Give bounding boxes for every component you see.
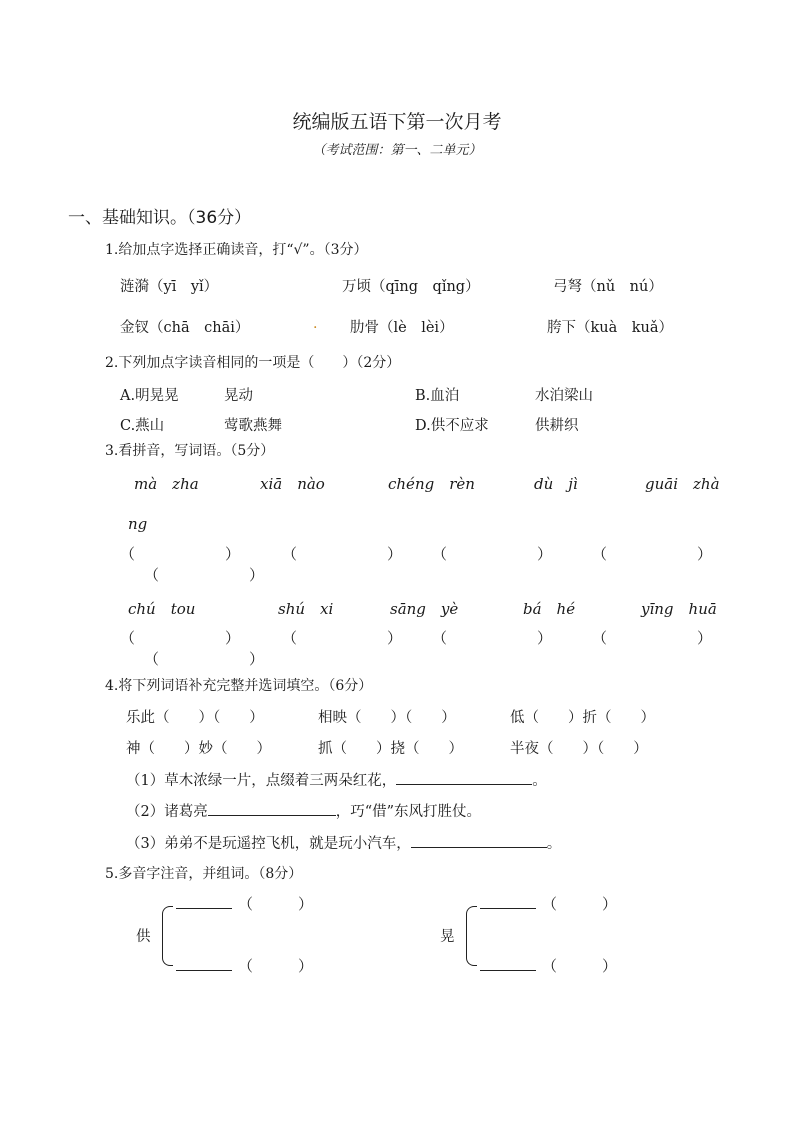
pinyin-blank[interactable]: （ ） bbox=[542, 895, 618, 913]
polyphone-char: 供 bbox=[136, 929, 151, 945]
idiom-blank[interactable]: 抓（ ）挠（ ） bbox=[318, 741, 463, 757]
sentence-text: （1）草木浓绿一片，点缀着三两朵红花， bbox=[126, 773, 397, 789]
answer-blank[interactable]: （ ） bbox=[144, 650, 265, 668]
pinyin-prompt: mà zha bbox=[134, 475, 199, 493]
question-3-prompt: 3.看拼音，写词语。（5分） bbox=[105, 443, 275, 459]
q2-option: D.供不应求 bbox=[415, 418, 489, 434]
question-2-prompt: 2.下列加点字读音相同的一项是（ ）（2分） bbox=[105, 355, 401, 371]
fill-line[interactable] bbox=[480, 893, 536, 909]
q2-option: A.明晃晃 bbox=[120, 388, 179, 404]
pinyin-wrap: ng bbox=[128, 515, 148, 533]
pinyin-blank[interactable]: （ ） bbox=[238, 895, 314, 913]
q1-item: 万顷（qīng qǐng） bbox=[342, 279, 480, 295]
fill-line[interactable] bbox=[176, 955, 232, 971]
idiom-blank[interactable]: 神（ ）妙（ ） bbox=[126, 741, 271, 757]
question-5-prompt: 5.多音字注音，并组词。（8分） bbox=[105, 866, 303, 882]
fill-line[interactable] bbox=[411, 832, 547, 848]
section-heading: 一、基础知识。（36分） bbox=[68, 208, 252, 228]
pinyin-prompt: guāi zhà bbox=[645, 475, 720, 493]
q1-item: 弓弩（nǔ nú） bbox=[553, 279, 663, 295]
question-4-prompt: 4.将下列词语补充完整并选词填空。（6分） bbox=[105, 678, 373, 694]
exam-scope: （考试范围：第一、二单元） bbox=[312, 143, 482, 158]
idiom-blank[interactable]: 半夜（ ）（ ） bbox=[510, 741, 648, 757]
exam-title: 统编版五语下第一次月考 bbox=[292, 111, 502, 133]
q2-option-word: 供耕织 bbox=[535, 418, 579, 434]
brace-bracket bbox=[162, 906, 173, 966]
sentence-end: 。 bbox=[532, 773, 547, 789]
answer-blank[interactable]: （ ） bbox=[282, 629, 403, 647]
polyphone-entry bbox=[176, 893, 313, 914]
answer-blank[interactable]: （ ） bbox=[282, 545, 403, 563]
q2-option-word: 晃动 bbox=[224, 388, 253, 404]
fill-line[interactable] bbox=[480, 955, 536, 971]
fill-sentence-2 bbox=[126, 800, 481, 821]
sentence-text: （3）弟弟不是玩遥控飞机，就是玩小汽车， bbox=[126, 836, 411, 852]
pinyin-prompt: sāng yè bbox=[390, 600, 459, 618]
answer-blank[interactable]: （ ） bbox=[592, 545, 713, 563]
q2-option-word: 莺歌燕舞 bbox=[224, 418, 282, 434]
q1-item: 肋骨（lè lèi） bbox=[350, 320, 454, 336]
pinyin-prompt: dù jì bbox=[534, 475, 578, 493]
pinyin-prompt: bá hé bbox=[523, 600, 576, 618]
idiom-blank[interactable]: 相映（ ）（ ） bbox=[318, 710, 456, 726]
q1-item: 金钗（chā chāi） bbox=[120, 320, 250, 336]
sentence-end: 。 bbox=[546, 836, 562, 852]
brace-bracket bbox=[466, 906, 477, 966]
answer-blank[interactable]: （ ） bbox=[432, 629, 553, 647]
idiom-blank[interactable]: 乐此（ ）（ ） bbox=[126, 710, 264, 726]
sentence-end: ，巧“借”东风打胜仗。 bbox=[335, 804, 482, 820]
idiom-blank[interactable]: 低（ ）折（ ） bbox=[510, 710, 655, 726]
polyphone-char: 晃 bbox=[440, 929, 455, 945]
answer-blank[interactable]: （ ） bbox=[432, 545, 553, 563]
q2-option-word: 水泊梁山 bbox=[535, 388, 593, 404]
pinyin-prompt: yīng huā bbox=[641, 600, 717, 618]
fill-line[interactable] bbox=[208, 800, 336, 816]
polyphone-entry bbox=[480, 893, 617, 914]
pinyin-prompt: shú xi bbox=[278, 600, 334, 618]
q2-option: C.燕山 bbox=[120, 418, 165, 434]
answer-blank[interactable]: （ ） bbox=[120, 545, 241, 563]
polyphone-entry bbox=[480, 955, 617, 976]
fill-line[interactable] bbox=[396, 769, 532, 785]
pinyin-prompt: xiā nào bbox=[260, 475, 325, 493]
pinyin-prompt: chéng rèn bbox=[388, 475, 475, 493]
stray-mark: . bbox=[313, 316, 318, 332]
pinyin-prompt: chú tou bbox=[128, 600, 196, 618]
fill-sentence-3 bbox=[126, 832, 561, 853]
answer-blank[interactable]: （ ） bbox=[592, 629, 713, 647]
q1-item: 涟漪（yī yǐ） bbox=[120, 279, 219, 295]
pinyin-blank[interactable]: （ ） bbox=[542, 957, 618, 975]
question-1-prompt: 1.给加点字选择正确读音，打“√”。（3分） bbox=[105, 242, 368, 258]
sentence-text: （2）诸葛亮 bbox=[126, 804, 208, 820]
answer-blank[interactable]: （ ） bbox=[144, 566, 265, 584]
polyphone-entry bbox=[176, 955, 313, 976]
fill-line[interactable] bbox=[176, 893, 232, 909]
q2-option: B.血泊 bbox=[415, 388, 460, 404]
q1-item: 胯下（kuà kuǎ） bbox=[547, 320, 674, 336]
answer-blank[interactable]: （ ） bbox=[120, 629, 241, 647]
fill-sentence-1 bbox=[126, 769, 547, 790]
pinyin-blank[interactable]: （ ） bbox=[238, 957, 314, 975]
